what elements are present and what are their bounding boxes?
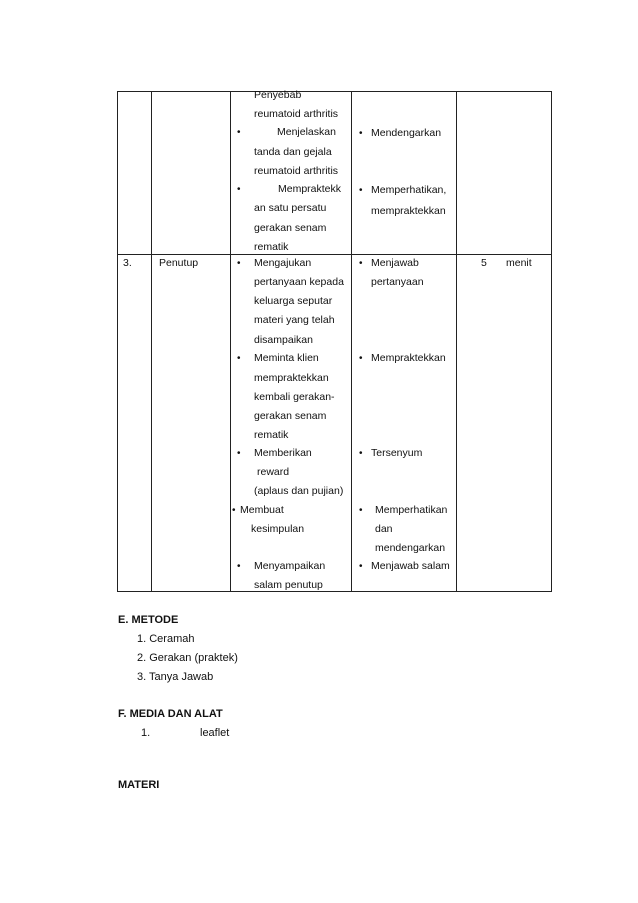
respon-text: pertanyaan — [371, 276, 424, 288]
bullet-icon: • — [237, 258, 241, 269]
kegiatan-text: reumatoid arthritis — [254, 108, 339, 120]
kegiatan-text: gerakan senam — [254, 410, 327, 422]
kegiatan-text: salam penutup — [254, 579, 323, 591]
bullet-icon: • — [359, 561, 363, 572]
kegiatan-text: mempraktekkan — [254, 372, 329, 384]
kegiatan-text: Membuat — [240, 504, 284, 516]
metode-list-item: 1. Ceramah — [137, 633, 195, 645]
bullet-icon: • — [237, 448, 241, 459]
bullet-icon: • — [237, 184, 241, 195]
kegiatan-text: an satu persatu — [254, 202, 327, 214]
table-divider-no — [151, 91, 152, 592]
table-border-bottom — [117, 591, 552, 592]
bullet-icon: • — [232, 505, 236, 516]
kegiatan-text: Meminta klien — [254, 352, 319, 364]
kegiatan-text: tanda dan gejala — [254, 146, 332, 158]
bullet-icon: • — [359, 505, 363, 516]
bullet-icon: • — [237, 353, 241, 364]
section-title-metode: E. METODE — [118, 614, 179, 626]
respon-text: Mempraktekkan — [371, 352, 446, 364]
bullet-icon: • — [359, 448, 363, 459]
duration-unit: menit — [506, 257, 532, 269]
media-list-item: leaflet — [200, 727, 230, 739]
kegiatan-text: Penyebab — [254, 89, 302, 101]
kegiatan-text: gerakan senam — [254, 222, 327, 234]
kegiatan-text: (aplaus dan pujian) — [254, 485, 344, 497]
table-border-top — [117, 91, 552, 92]
respon-text: Tersenyum — [371, 447, 423, 459]
kegiatan-text: rematik — [254, 429, 289, 441]
section-title-media: F. MEDIA DAN ALAT — [118, 708, 223, 720]
metode-list-item: 3. Tanya Jawab — [137, 671, 214, 683]
bullet-icon: • — [237, 127, 241, 138]
table-divider-tahap — [230, 91, 231, 592]
kegiatan-text: Mengajukan — [254, 257, 312, 269]
row-number: 3. — [123, 257, 132, 269]
bullet-icon: • — [359, 128, 363, 139]
bullet-icon: • — [359, 185, 363, 196]
media-list-number: 1. — [141, 727, 151, 739]
respon-text: mendengarkan — [375, 542, 446, 554]
duration-value: 5 — [481, 257, 487, 269]
kegiatan-text: materi yang telah — [254, 314, 335, 326]
kegiatan-text: kesimpulan — [251, 523, 305, 535]
kegiatan-text: Mempraktekk — [278, 183, 342, 195]
respon-text: dan — [375, 523, 393, 535]
kegiatan-text: Menyampaikan — [254, 560, 326, 572]
metode-list-item: 2. Gerakan (praktek) — [137, 652, 238, 664]
kegiatan-text: kembali gerakan- — [254, 391, 335, 403]
kegiatan-text: keluarga seputar — [254, 295, 333, 307]
kegiatan-text: disampaikan — [254, 334, 313, 346]
respon-text: mempraktekkan — [371, 205, 446, 217]
table-border-right — [551, 91, 552, 592]
respon-text: Memperhatikan, — [371, 184, 447, 196]
bullet-icon: • — [237, 561, 241, 572]
kegiatan-text: rematik — [254, 241, 289, 253]
kegiatan-text: Memberikan — [254, 447, 312, 459]
activity-table — [117, 91, 552, 592]
respon-text: Mendengarkan — [371, 127, 442, 139]
respon-text: Menjawab — [371, 257, 419, 269]
section-title-materi: MATERI — [118, 779, 160, 791]
row-stage: Penutup — [159, 257, 199, 269]
respon-text: Menjawab salam — [371, 560, 450, 572]
bullet-icon: • — [359, 258, 363, 269]
table-divider-kegiatan — [351, 91, 352, 592]
table-border-left — [117, 91, 118, 592]
kegiatan-text: reumatoid arthritis — [254, 165, 339, 177]
respon-text: Memperhatikan — [375, 504, 448, 516]
table-divider-respon — [456, 91, 457, 592]
kegiatan-text: pertanyaan kepada — [254, 276, 344, 288]
kegiatan-text: Menjelaskan — [277, 126, 336, 138]
bullet-icon: • — [359, 353, 363, 364]
kegiatan-text: reward — [257, 466, 290, 478]
